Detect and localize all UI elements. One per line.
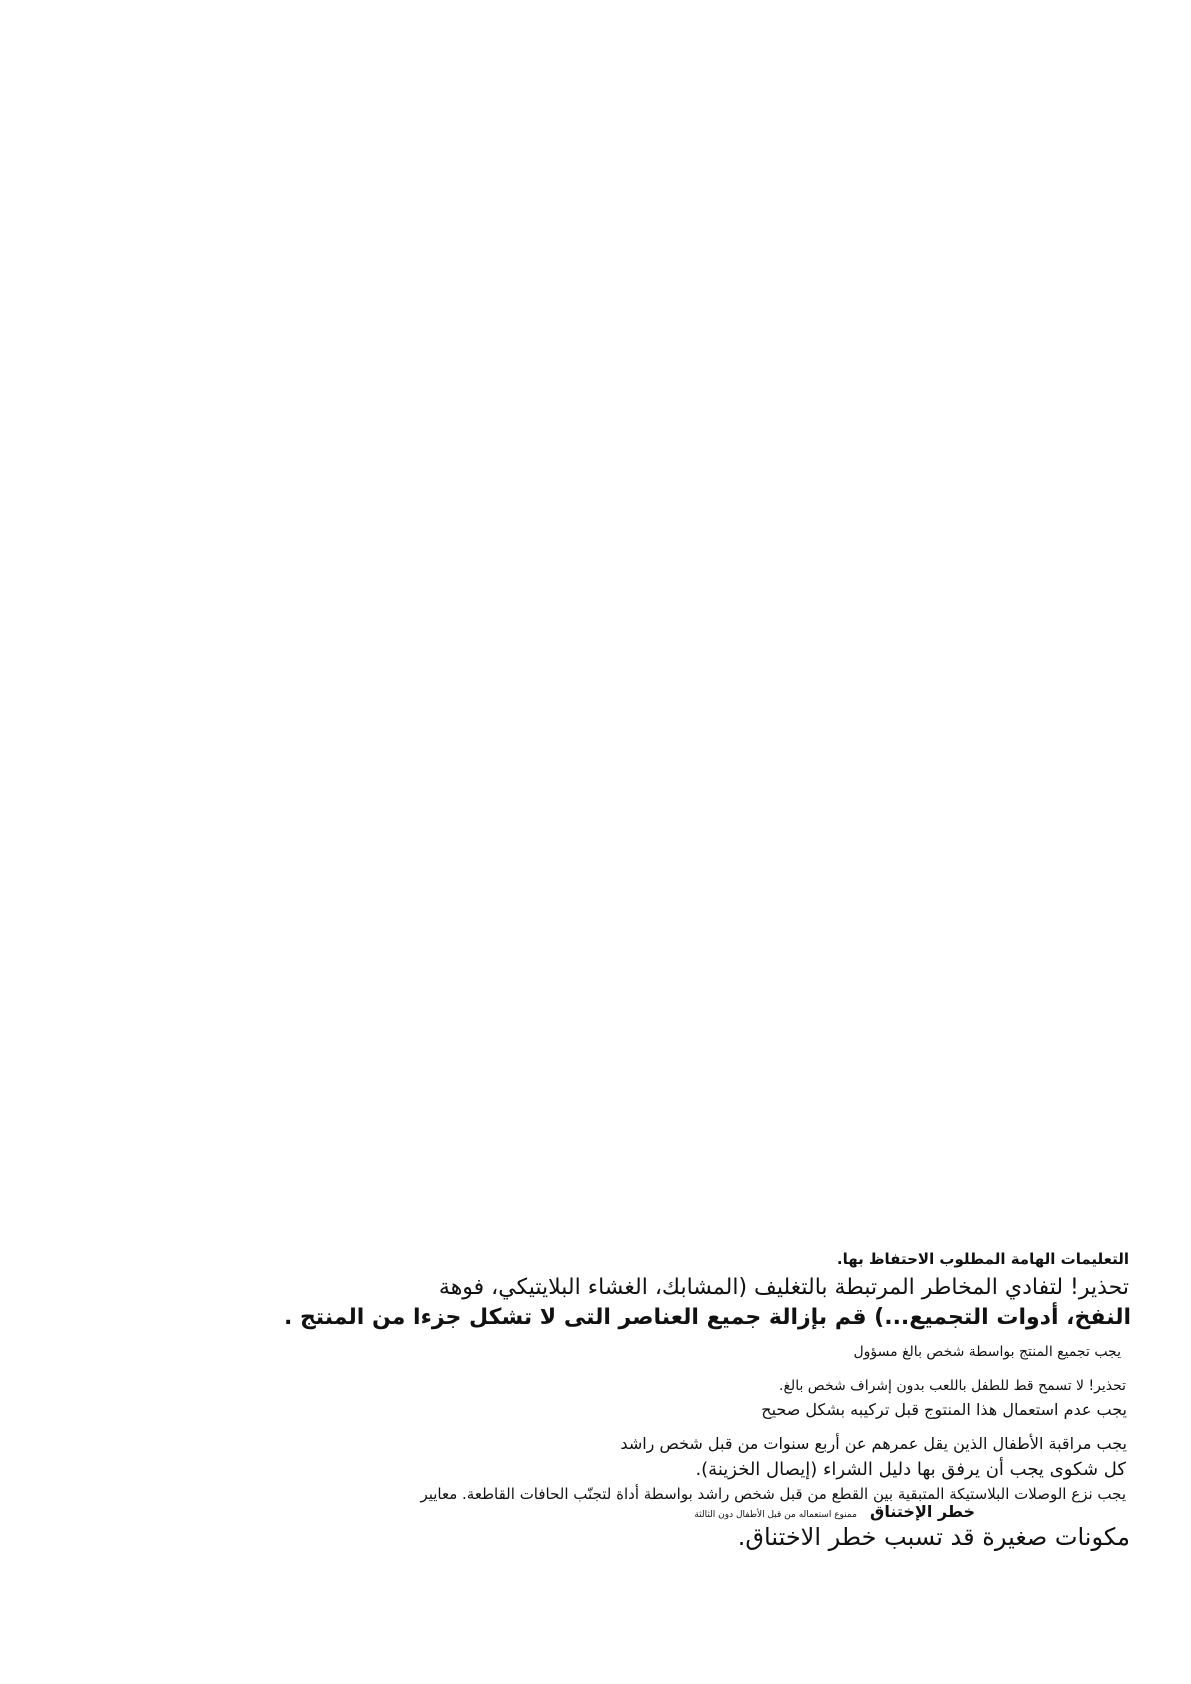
choking-hazard-label: خطر الإختناق <box>870 1502 975 1521</box>
packaging-warning-line-2: النفخ، أدوات التجميع...) قم بإزالة جميع العناصر التى لا تشكل جزءا من المنتج . <box>283 1305 1131 1330</box>
plastic-removal-note: يجب نزع الوصلات البلاستيكة المتبقية بين القطع من قبل شخص راشد بواسطة أداة لتجنّب الحافات القاطعة. معايير <box>420 1485 1126 1503</box>
choking-age-row <box>694 1504 975 1520</box>
packaging-warning-line-1: تحذير! لتفادي المخاطر المرتبطة بالتغليف (المشابك، الغشاء البلايتيكي، فوهة <box>438 1275 1129 1300</box>
adult-assembly-note: يجب تجميع المنتج بواسطة شخص بالغ مسؤول <box>853 1344 1121 1360</box>
small-parts-warning: مكونات صغيرة قد تسبب خطر الاختناق. <box>737 1523 1130 1551</box>
instructions-heading: التعليمات الهامة المطلوب الاحتفاظ بها. <box>836 1250 1129 1268</box>
correct-assembly-note: يجب عدم استعمال هذا المنتوج قبل تركيبه بشكل صحيح <box>761 1400 1127 1419</box>
child-supervision-note: يجب مراقبة الأطفال الذين يقل عمرهم عن أربع سنوات من قبل شخص راشد <box>620 1434 1127 1453</box>
adult-supervision-warning: تحذير! لا تسمح قط للطفل باللعب بدون إشراف شخص بالغ. <box>779 1378 1126 1394</box>
complaint-note: كل شكوى يجب أن يرفق بها دليل الشراء (إيصال الخزينة). <box>695 1459 1126 1480</box>
age-restriction-note: ممنوع استعماله من قبل الأطفال دون الثالثة <box>694 1510 857 1520</box>
